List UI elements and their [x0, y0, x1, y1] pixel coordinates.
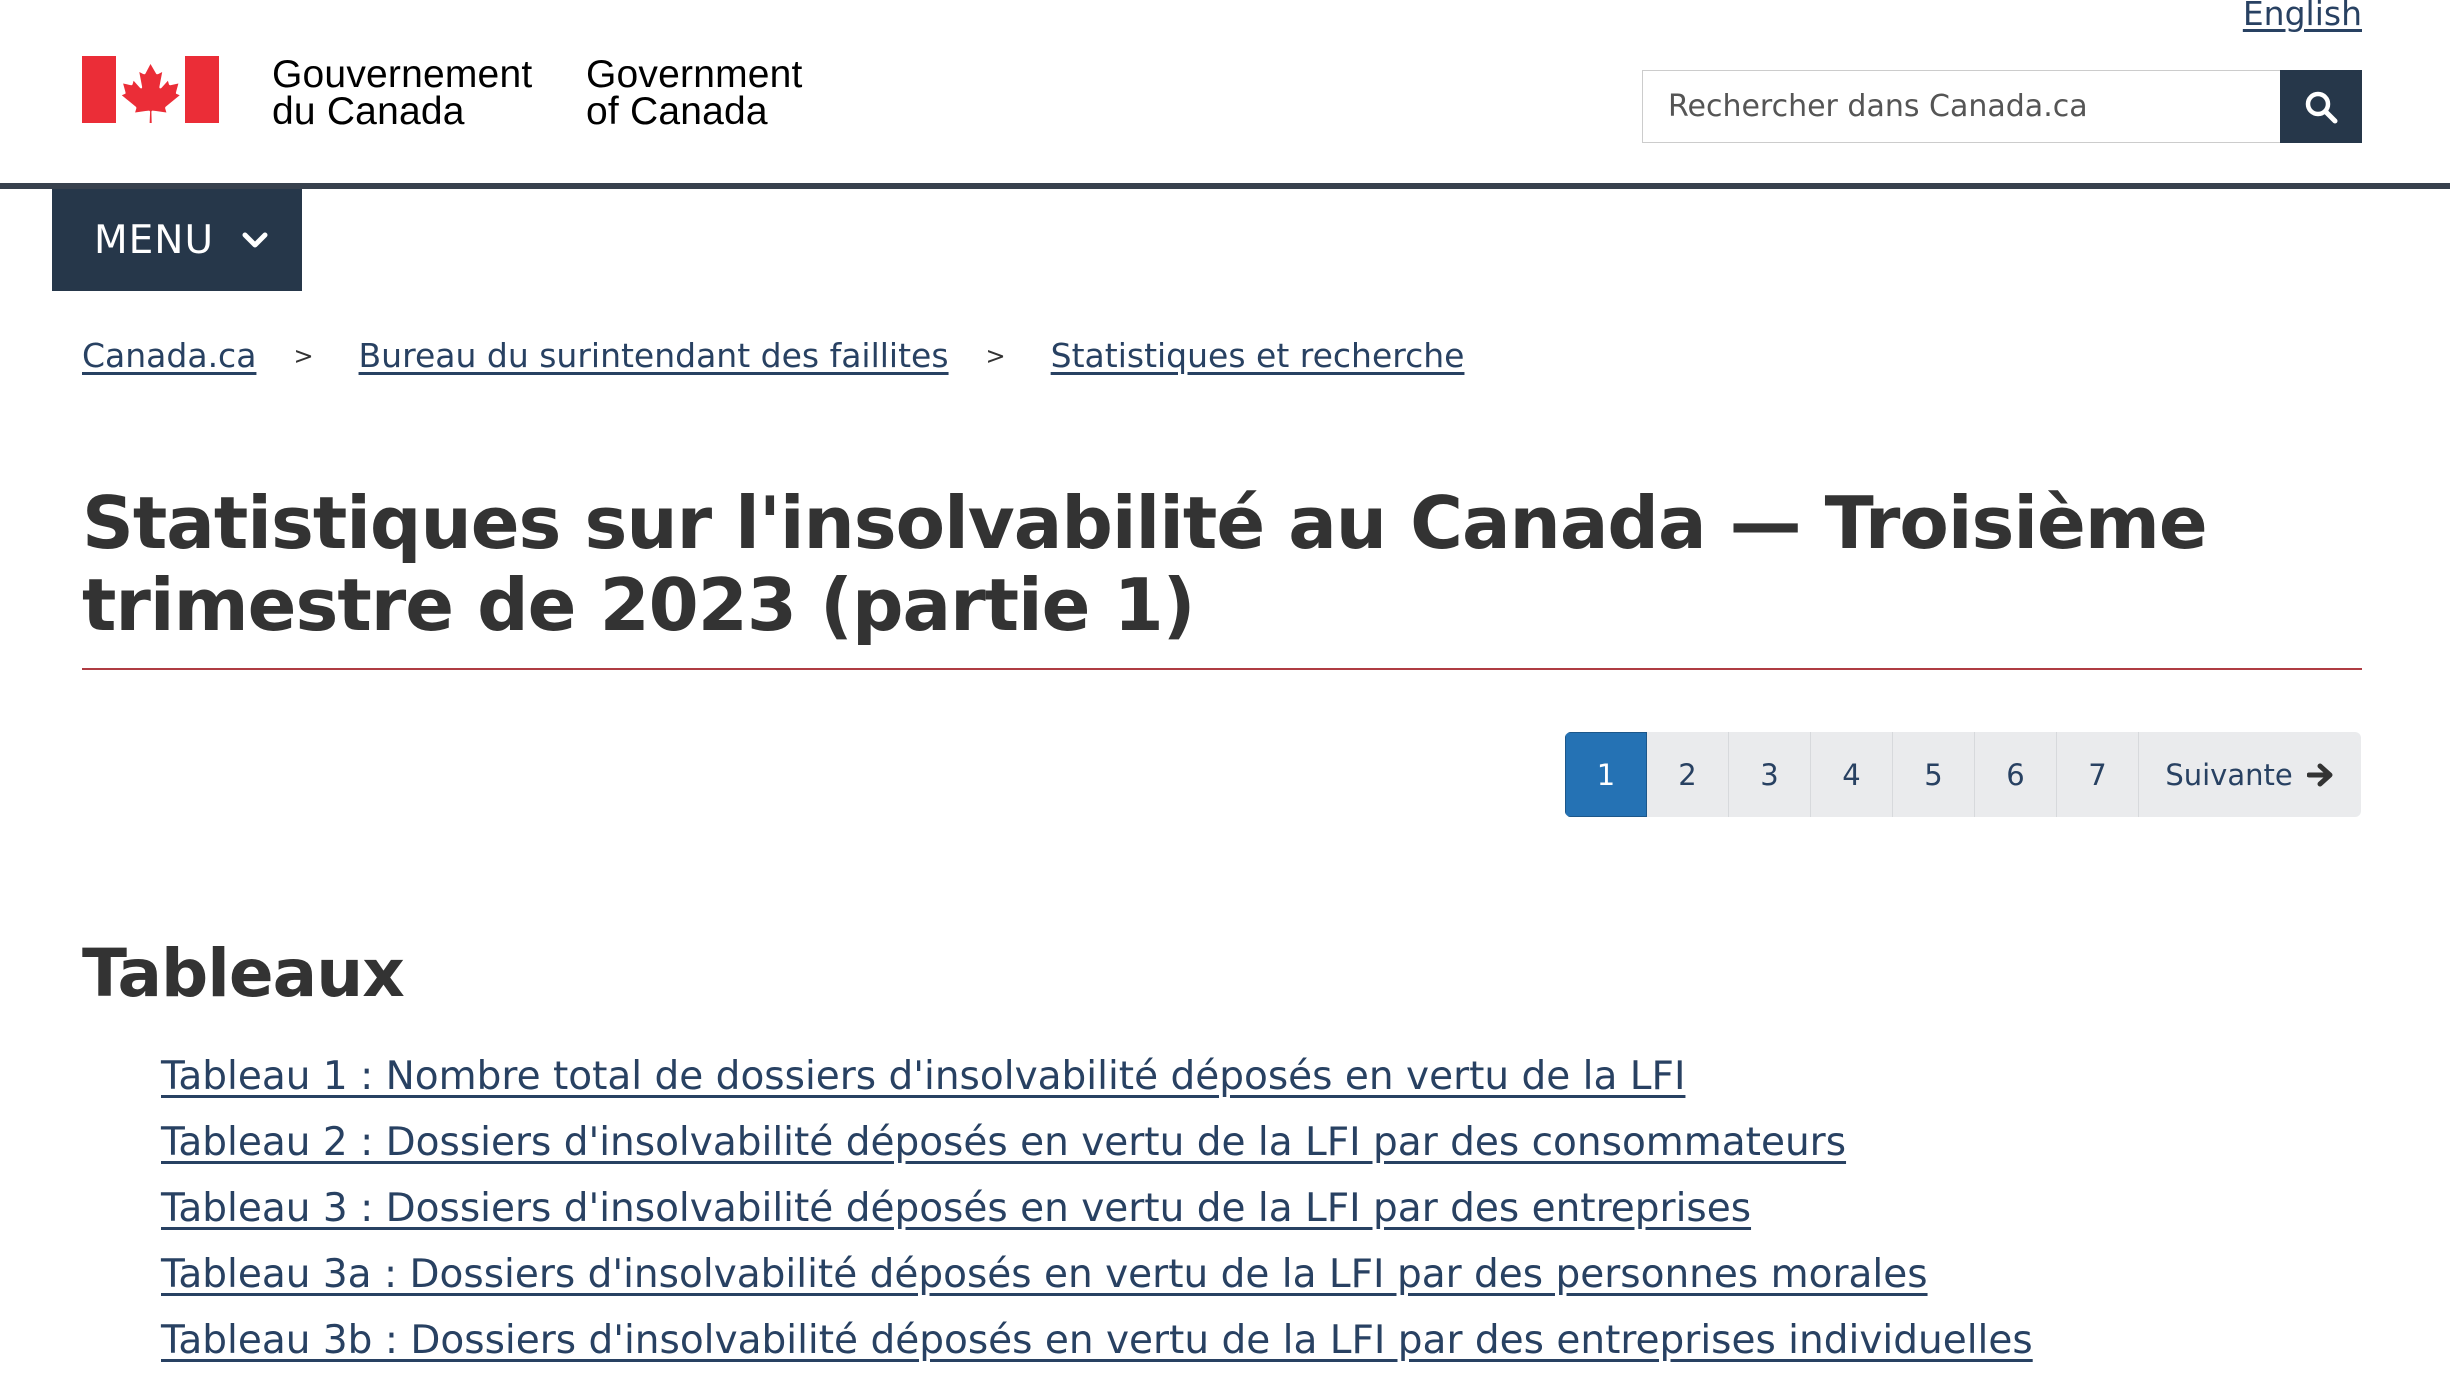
breadcrumb-link-statistiques[interactable]: Statistiques et recherche: [1050, 336, 1465, 375]
language-toggle-link[interactable]: English: [2242, 0, 2362, 33]
list-item: [161, 1109, 2033, 1175]
table-3a-link[interactable]: Tableau 3a : Dossiers d'insolvabilité déposés en vertu de la LFI par des personnes morales: [161, 1251, 1928, 1297]
signature-english: [586, 53, 846, 133]
search-icon: [2304, 90, 2338, 124]
tables-list: [161, 1043, 2033, 1373]
signature-fr-line1: Gouvernement: [272, 53, 533, 96]
page-6-button[interactable]: 6: [1975, 732, 2057, 817]
canada-flag-icon: [82, 56, 219, 123]
search-bar: [1642, 70, 2362, 143]
breadcrumb: [82, 336, 1464, 375]
table-3b-link[interactable]: Tableau 3b : Dossiers d'insolvabilité déposés en vertu de la LFI par des entreprises individuelles: [161, 1317, 2033, 1363]
page-3-button[interactable]: 3: [1729, 732, 1811, 817]
page-4-button[interactable]: 4: [1811, 732, 1893, 817]
next-page-label: Suivante: [2165, 757, 2293, 792]
arrow-right-icon: [2307, 763, 2335, 787]
signature-french: [272, 53, 562, 133]
table-2-link[interactable]: Tableau 2 : Dossiers d'insolvabilité déposés en vertu de la LFI par des consommateurs: [161, 1119, 1847, 1165]
government-signature[interactable]: [82, 53, 803, 133]
page-1-button[interactable]: 1: [1565, 732, 1647, 817]
title-underline: [82, 668, 2362, 670]
next-page-button[interactable]: [2139, 732, 2361, 817]
page-7-button[interactable]: 7: [2057, 732, 2139, 817]
menu-label: MENU: [94, 217, 215, 263]
page-title: Statistiques sur l'insolvabilité au Canada — Troisième trimestre de 2023 (partie 1): [82, 481, 2207, 647]
chevron-down-icon: [242, 231, 268, 249]
search-button[interactable]: [2280, 70, 2362, 143]
breadcrumb-separator: >: [293, 341, 314, 370]
signature-en-line1: Government: [586, 53, 803, 96]
breadcrumb-link-canada[interactable]: Canada.ca: [82, 336, 257, 375]
tables-heading: Tableaux: [82, 935, 404, 1012]
pagination: [1565, 732, 2361, 817]
list-item: [161, 1307, 2033, 1373]
page-2-button[interactable]: 2: [1647, 732, 1729, 817]
table-3-link[interactable]: Tableau 3 : Dossiers d'insolvabilité déposés en vertu de la LFI par des entreprises: [161, 1185, 1752, 1231]
signature-fr-line2: du Canada: [272, 90, 465, 133]
page-5-button[interactable]: 5: [1893, 732, 1975, 817]
menu-button[interactable]: [52, 189, 302, 291]
header-divider: [0, 183, 2450, 189]
breadcrumb-link-bureau[interactable]: Bureau du surintendant des faillites: [358, 336, 949, 375]
list-item: [161, 1175, 2033, 1241]
search-input[interactable]: [1642, 70, 2280, 143]
list-item: [161, 1043, 2033, 1109]
table-1-link[interactable]: Tableau 1 : Nombre total de dossiers d'insolvabilité déposés en vertu de la LFI: [161, 1053, 1686, 1099]
breadcrumb-separator: >: [985, 341, 1006, 370]
list-item: [161, 1241, 2033, 1307]
signature-en-line2: of Canada: [586, 90, 768, 133]
